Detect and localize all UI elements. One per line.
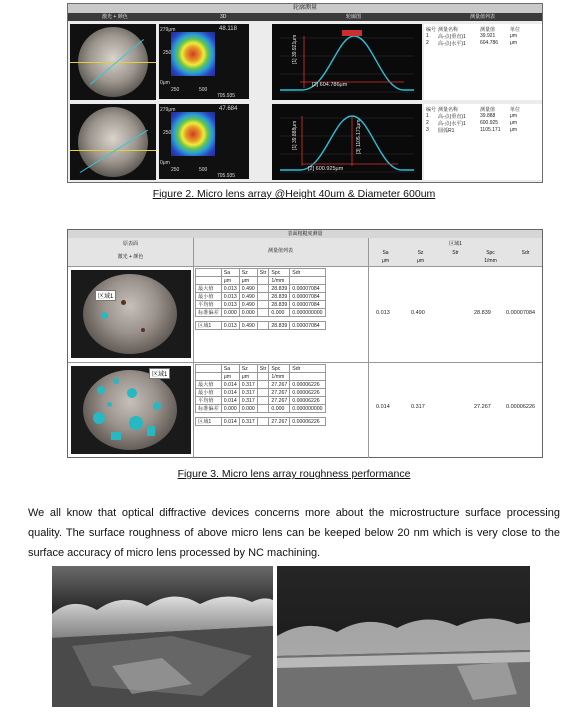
svg-text:[1] 39.921μm: [1] 39.921μm (292, 34, 298, 64)
col-3d: 3D (220, 14, 227, 20)
sem-image-right (277, 566, 530, 707)
sem-image-left (52, 566, 273, 707)
svg-text:[2] 604.786μm: [2] 604.786μm (312, 82, 348, 88)
figure-2-screenshot (67, 3, 543, 183)
svg-text:[3] 1105.171μm: [3] 1105.171μm (356, 119, 362, 154)
roughness-image-1: 区域1 (71, 270, 191, 358)
height-map-top: 279μm 48.118 250 0μm 250 500 705.935 (159, 24, 249, 99)
optical-image-top (70, 24, 156, 100)
figure-2-caption: Figure 2. Micro lens array @Height 40um & Diameter 600um (152, 188, 436, 200)
figure-3-screenshot: 表面粗糙度测量 原表面 激光 + 颜色 测量值列表 区域1 Sa Sz Str Spc Sdr μm μm 1/mm 区域1 Sa Sz Str Spc Sdr μm μm 1/mm 最大值 0.013 0.490 28.839 0.00007084 最小值 0.013 0.490 28.839 0.00007084 平均值 0.013 0.490 28.839 0.00007084 标准偏差 0.000 0.000 0.000 0.000000000 区域1 0.013 0.490 28.839 0.00007084 0.013 0.490 28.839 0.00007084 区域1 Sa Sz Str Spc Sdr μm μm 1/mm 最大值 0.014 0.317 27.267 0.00006226 最小值 0.014 0.317 27.267 0.00006226 平均值 0.014 0.317 27.267 0.00006226 标准偏差 0.000 0.000 0.000 0.000000000 区域1 0.014 0.317 27.267 0.00006226 0.014 0.317 27.267 0.00006226 (67, 229, 543, 458)
col-measure: 测量值列表 (470, 14, 496, 20)
roughness-table-1: Sa Sz Str Spc Sdr μm μm 1/mm 最大值 0.013 0.490 28.839 0.00007084 最小值 0.013 0.490 28.839 0.00007084 平均值 0.013 0.490 28.839 0.00007084 标准偏差 0.000 0.000 0.000 0.000000000 区域1 0.013 0.490 28.839 0.00007084 (195, 268, 326, 330)
col-profile: 轮廓图 (346, 14, 362, 20)
body-paragraph: We all know that optical diffractive devices concerns more about the microstructure surface processing quality. The surface roughness of above micro lens can be keeped below 20 nm which is very close to the surface accuracy of micro lens processed by NC machining. (28, 507, 560, 559)
height-map-bottom: 279μm 47.684 250 0μm 250 500 705.935 (159, 104, 249, 179)
optical-image-bottom (70, 104, 156, 180)
col-optical: 激光 + 颜色 (102, 14, 128, 20)
measure-table-top: 编号 测量名称 测量值 单位 1 高-点(垂直)1 39.921 μm 2 高-点(水平)1 604.786 μm (424, 24, 542, 100)
figure-2-title: 轮廓测量 (68, 4, 542, 13)
svg-text:[1] 39.888μm: [1] 39.888μm (292, 120, 298, 150)
figure-3-caption: Figure 3. Micro lens array roughness performance (177, 468, 411, 480)
profile-plot-bottom (272, 104, 422, 180)
roughness-image-2: 区域1 (71, 366, 191, 454)
figure-2-column-header (68, 13, 542, 21)
roughness-table-2: Sa Sz Str Spc Sdr μm μm 1/mm 最大值 0.014 0.317 27.267 0.00006226 最小值 0.014 0.317 27.267 0.00006226 平均值 0.014 0.317 27.267 0.00006226 标准偏差 0.000 0.000 0.000 0.000000000 区域1 0.014 0.317 27.267 0.00006226 (195, 364, 326, 426)
measure-table-bottom: 编号 测量名称 测量值 单位 1 高-点(垂直)1 39.888 μm 2 高-点(水平)1 600.925 μm 3 圆弧R1 1105.171 μm (424, 104, 542, 180)
figure-3-title: 表面粗糙度测量 (68, 230, 542, 239)
svg-text:[2] 600.925μm: [2] 600.925μm (308, 166, 344, 172)
profile-plot-top (272, 24, 422, 100)
